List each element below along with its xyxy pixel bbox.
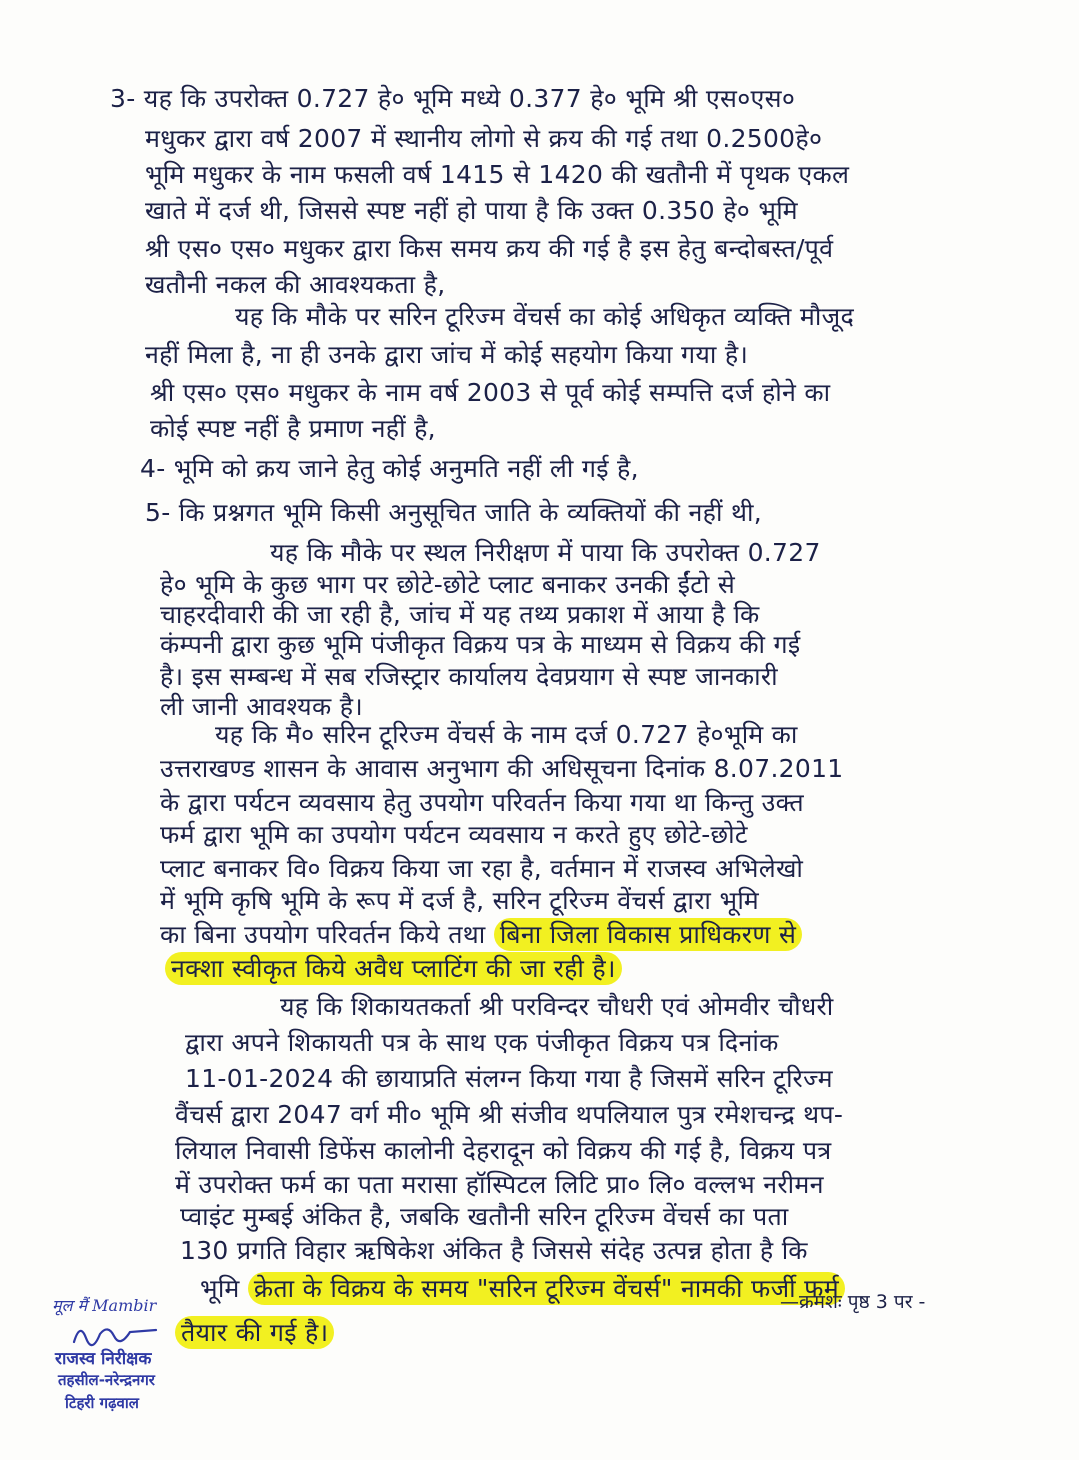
text-line: के द्वारा पर्यटन व्यवसाय हेतु उपयोग परिवर्तन किया गया था किन्तु उक्त <box>160 788 804 817</box>
text-line: यह कि मौके पर सरिन टूरिज्म वेंचर्स का कोई अधिकृत व्यक्ति मौजूद <box>235 302 855 331</box>
text-line: लियाल निवासी डिफेंस कालोनी देहरादून को विक्रय की गई है, विक्रय पत्र <box>175 1136 832 1165</box>
text-line <box>175 1316 334 1350</box>
stamp-line-3: टिहरी गढ़वाल <box>65 1394 139 1412</box>
text-line: कोई स्पष्ट नहीं है प्रमाण नहीं है, <box>150 414 436 443</box>
highlighted-text: बिना जिला विकास प्राधिकरण से <box>494 918 802 951</box>
text-line: चाहरदीवारी की जा रही है, जांच में यह तथ्य प्रकाश में आया है कि <box>160 600 760 629</box>
signature-scribble: मूल मैं Mambir <box>52 1296 157 1315</box>
text-line: में भूमि कृषि भूमि के रूप में दर्ज है, सरिन टूरिज्म वेंचर्स द्वारा भूमि <box>160 886 760 915</box>
text-segment: भूमि <box>200 1274 240 1303</box>
text-line: 11-01-2024 की छायाप्रति संलग्न किया गया है जिसमें सरिन टूरिज्म <box>185 1064 833 1093</box>
text-line: ली जानी आवश्यक है। <box>160 692 364 721</box>
text-line: खाते में दर्ज थी, जिससे स्पष्ट नहीं हो पाया है कि उक्त 0.350 हे० भूमि <box>145 196 798 225</box>
stamp-line-1: राजस्व निरीक्षक <box>55 1349 152 1369</box>
text-line <box>165 952 622 986</box>
text-line: 130 प्रगति विहार ऋषिकेश अंकित है जिससे संदेह उत्पन्न होता है कि <box>180 1236 808 1265</box>
text-line: खतौनी नकल की आवश्यकता है, <box>145 270 446 299</box>
text-line: फर्म द्वारा भूमि का उपयोग पर्यटन व्यवसाय न करते हुए छोटे-छोटे <box>160 820 748 849</box>
text-line: है। इस सम्बन्ध में सब रजिस्ट्रार कार्यालय देवप्रयाग से स्पष्ट जानकारी <box>160 662 778 691</box>
text-line: श्री एस० एस० मधुकर के नाम वर्ष 2003 से पूर्व कोई सम्पत्ति दर्ज होने का <box>150 378 831 407</box>
text-line: 5- कि प्रश्नगत भूमि किसी अनुसूचित जाति के व्यक्तियों की नहीं थी, <box>145 498 762 527</box>
highlighted-text: तैयार की गई है। <box>175 1316 334 1349</box>
highlighted-text: नक्शा स्वीकृत किये अवैध प्लाटिंग की जा रही है। <box>165 952 622 985</box>
text-line: प्वाइंट मुम्बई अंकित है, जबकि खतौनी सरिन टूरिज्म वेंचर्स का पता <box>180 1202 789 1231</box>
highlighted-text: क्रेता के विक्रय के समय "सरिन टूरिज्म वेंचर्स" नामकी फर्जी फर्म <box>248 1272 845 1305</box>
text-line: यह कि शिकायतकर्ता श्री परविन्दर चौधरी एवं ओमवीर चौधरी <box>280 992 834 1021</box>
text-line: यह कि मै० सरिन टूरिज्म वेंचर्स के नाम दर्ज 0.727 हे०भूमि का <box>215 720 798 749</box>
text-line: नहीं मिला है, ना ही उनके द्वारा जांच में कोई सहयोग किया गया है। <box>145 340 749 369</box>
continuation-note: —क्रमशः पृष्ठ 3 पर - <box>780 1291 926 1313</box>
text-line: कंम्पनी द्वारा कुछ भूमि पंजीकृत विक्रय पत्र के माध्यम से विक्रय की गई <box>160 630 801 659</box>
text-line: वैंचर्स द्वारा 2047 वर्ग मी० भूमि श्री संजीव थपलियाल पुत्र रमेशचन्द्र थप- <box>175 1100 844 1129</box>
text-line: मधुकर द्वारा वर्ष 2007 में स्थानीय लोगो से क्रय की गई तथा 0.2500हे० <box>145 124 823 153</box>
text-line: श्री एस० एस० मधुकर द्वारा किस समय क्रय की गई है इस हेतु बन्दोबस्त/पूर्व <box>145 234 834 263</box>
text-line: प्लाट बनाकर वि० विक्रय किया जा रहा है, वर्तमान में राजस्व अभिलेखो <box>160 854 804 883</box>
text-line: 4- भूमि को क्रय जाने हेतु कोई अनुमति नहीं ली गई है, <box>140 454 639 483</box>
text-line: यह कि मौके पर स्थल निरीक्षण में पाया कि उपरोक्त 0.727 <box>270 538 821 567</box>
stamp-line-2: तहसील-नरेन्द्रनगर <box>58 1371 155 1389</box>
text-line: हे० भूमि के कुछ भाग पर छोटे-छोटे प्लाट बनाकर उनकी ईंटो से <box>160 570 736 599</box>
text-line <box>160 918 802 952</box>
text-line: उत्तराखण्ड शासन के आवास अनुभाग की अधिसूचना दिनांक 8.07.2011 <box>160 754 844 783</box>
text-line: भूमि मधुकर के नाम फसली वर्ष 1415 से 1420 की खतौनी में पृथक एकल <box>145 160 850 189</box>
text-segment: का बिना उपयोग परिवर्तन किये तथा <box>160 920 486 949</box>
text-line: द्वारा अपने शिकायती पत्र के साथ एक पंजीकृत विक्रय पत्र दिनांक <box>185 1028 779 1057</box>
text-line: 3- यह कि उपरोक्त 0.727 हे० भूमि मध्ये 0.377 हे० भूमि श्री एस०एस० <box>110 84 796 113</box>
text-line <box>200 1272 845 1306</box>
text-line: में उपरोक्त फर्म का पता मरासा हॉस्पिटल लिटि प्रा० लि० वल्लभ नरीमन <box>175 1170 824 1199</box>
signature-icon <box>70 1316 160 1348</box>
